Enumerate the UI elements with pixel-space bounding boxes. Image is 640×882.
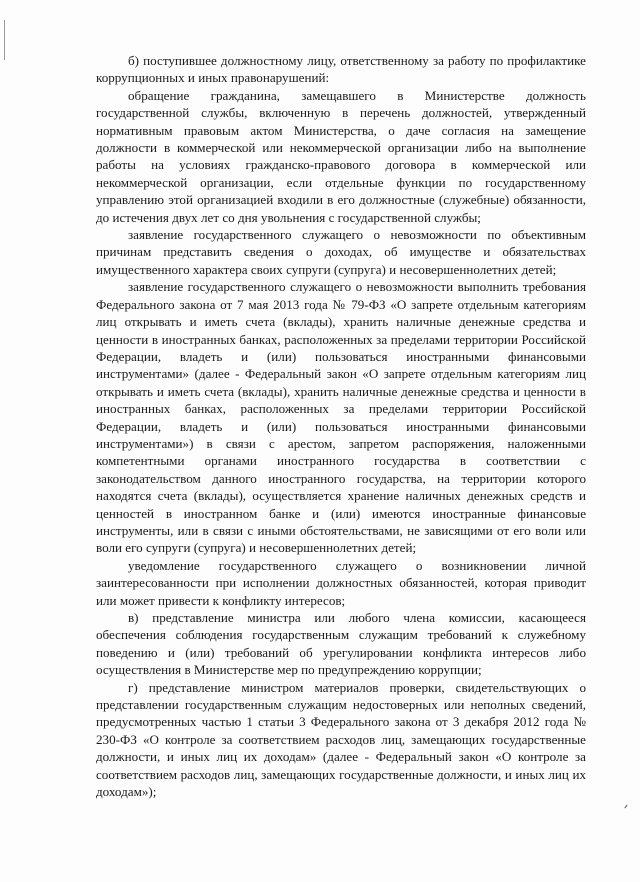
scan-pen-mark (624, 805, 627, 809)
paragraph-citizen-appeal: обращение гражданина, замещавшего в Министерстве должность государственной службы, включенную в перечень должностей, утвержденный нормативным правовым актом Министерства, о даче согласия на замещение должности в коммерческой или некоммерческой организации либо на выполнение работы на условиях гражданско-правового договора в коммерческой или некоммерческой организации, если отдельные функции по государственному управлению этой организацией входили в его должностные (служебные) обязанности, до истечения двух лет со дня увольнения с государственной службы; (96, 87, 586, 225)
paragraph-conflict-notice: уведомление государственного служащего о возникновении личной заинтересованности при исполнении должностных обязанностей, которая приводит или может привести к конфликту интересов; (96, 557, 586, 608)
paragraph-v-submission: в) представление министра или любого члена комиссии, касающееся обеспечения соблюдения государственным служащим требований к служебному поведению и (или) требований об урегулировании конфликта интересов либо осуществления в Министерстве мер по предупреждению коррупции; (96, 610, 586, 678)
paragraph-foreign-accounts: заявление государственного служащего о невозможности выполнить требования Федерального закона от 7 мая 2013 года № 79-ФЗ «О запрете отдельным категориям лиц открывать и иметь счета (вклады), хранить наличные денежные средства и ценности в иностранных банках, расположенных за пределами территории Российской Федерации, владеть и (или) пользоваться иностранными финансовыми инструментами» (далее - Федеральный закон «О запрете отдельным категориям лиц открывать и иметь счета (вклады), хранить наличные денежные средства и ценности в иностранных банках, расположенных за пределами территории Российской Федерации, владеть и (или) пользоваться иностранными финансовыми инструментами») в связи с арестом, запретом распоряжения, наложенными компетентными органами иностранного государства в соответствии с законодательством данного иностранного государства, на территории которого находятся счета (вклады), осуществляется хранение наличных денежных средств и ценностей в иностранном банке и (или) имеются иностранные финансовые инструменты, или в связи с иными обстоятельствами, не зависящими от его воли или воли его супруги (супруга) и несовершеннолетних детей; (96, 279, 586, 556)
paragraph-b-intro: б) поступившее должностному лицу, ответственному за работу по профилактике коррупционных и иных правонарушений: (96, 53, 586, 86)
document-body (96, 52, 586, 800)
paragraph-g-audit-materials: г) представление министром материалов проверки, свидетельствующих о представлении государственным служащим недостоверных или неполных сведений, предусмотренных частью 1 статьи 3 Федерального закона от 3 декабря 2012 года № 230-ФЗ «О контроле за соответствием расходов лиц, замещающих государственные должности, и иных лиц их доходам» (далее - Федеральный закон «О контроле за соответствием расходов лиц, замещающих государственные должности, и иных лиц их доходам»); (96, 679, 586, 800)
paragraph-income-statement: заявление государственного служащего о невозможности по объективным причинам представить сведения о доходах, об имуществе и обязательствах имущественного характера своих супруги (супруга) и несовершеннолетних детей; (96, 227, 586, 277)
scan-edge-mark (4, 20, 5, 60)
